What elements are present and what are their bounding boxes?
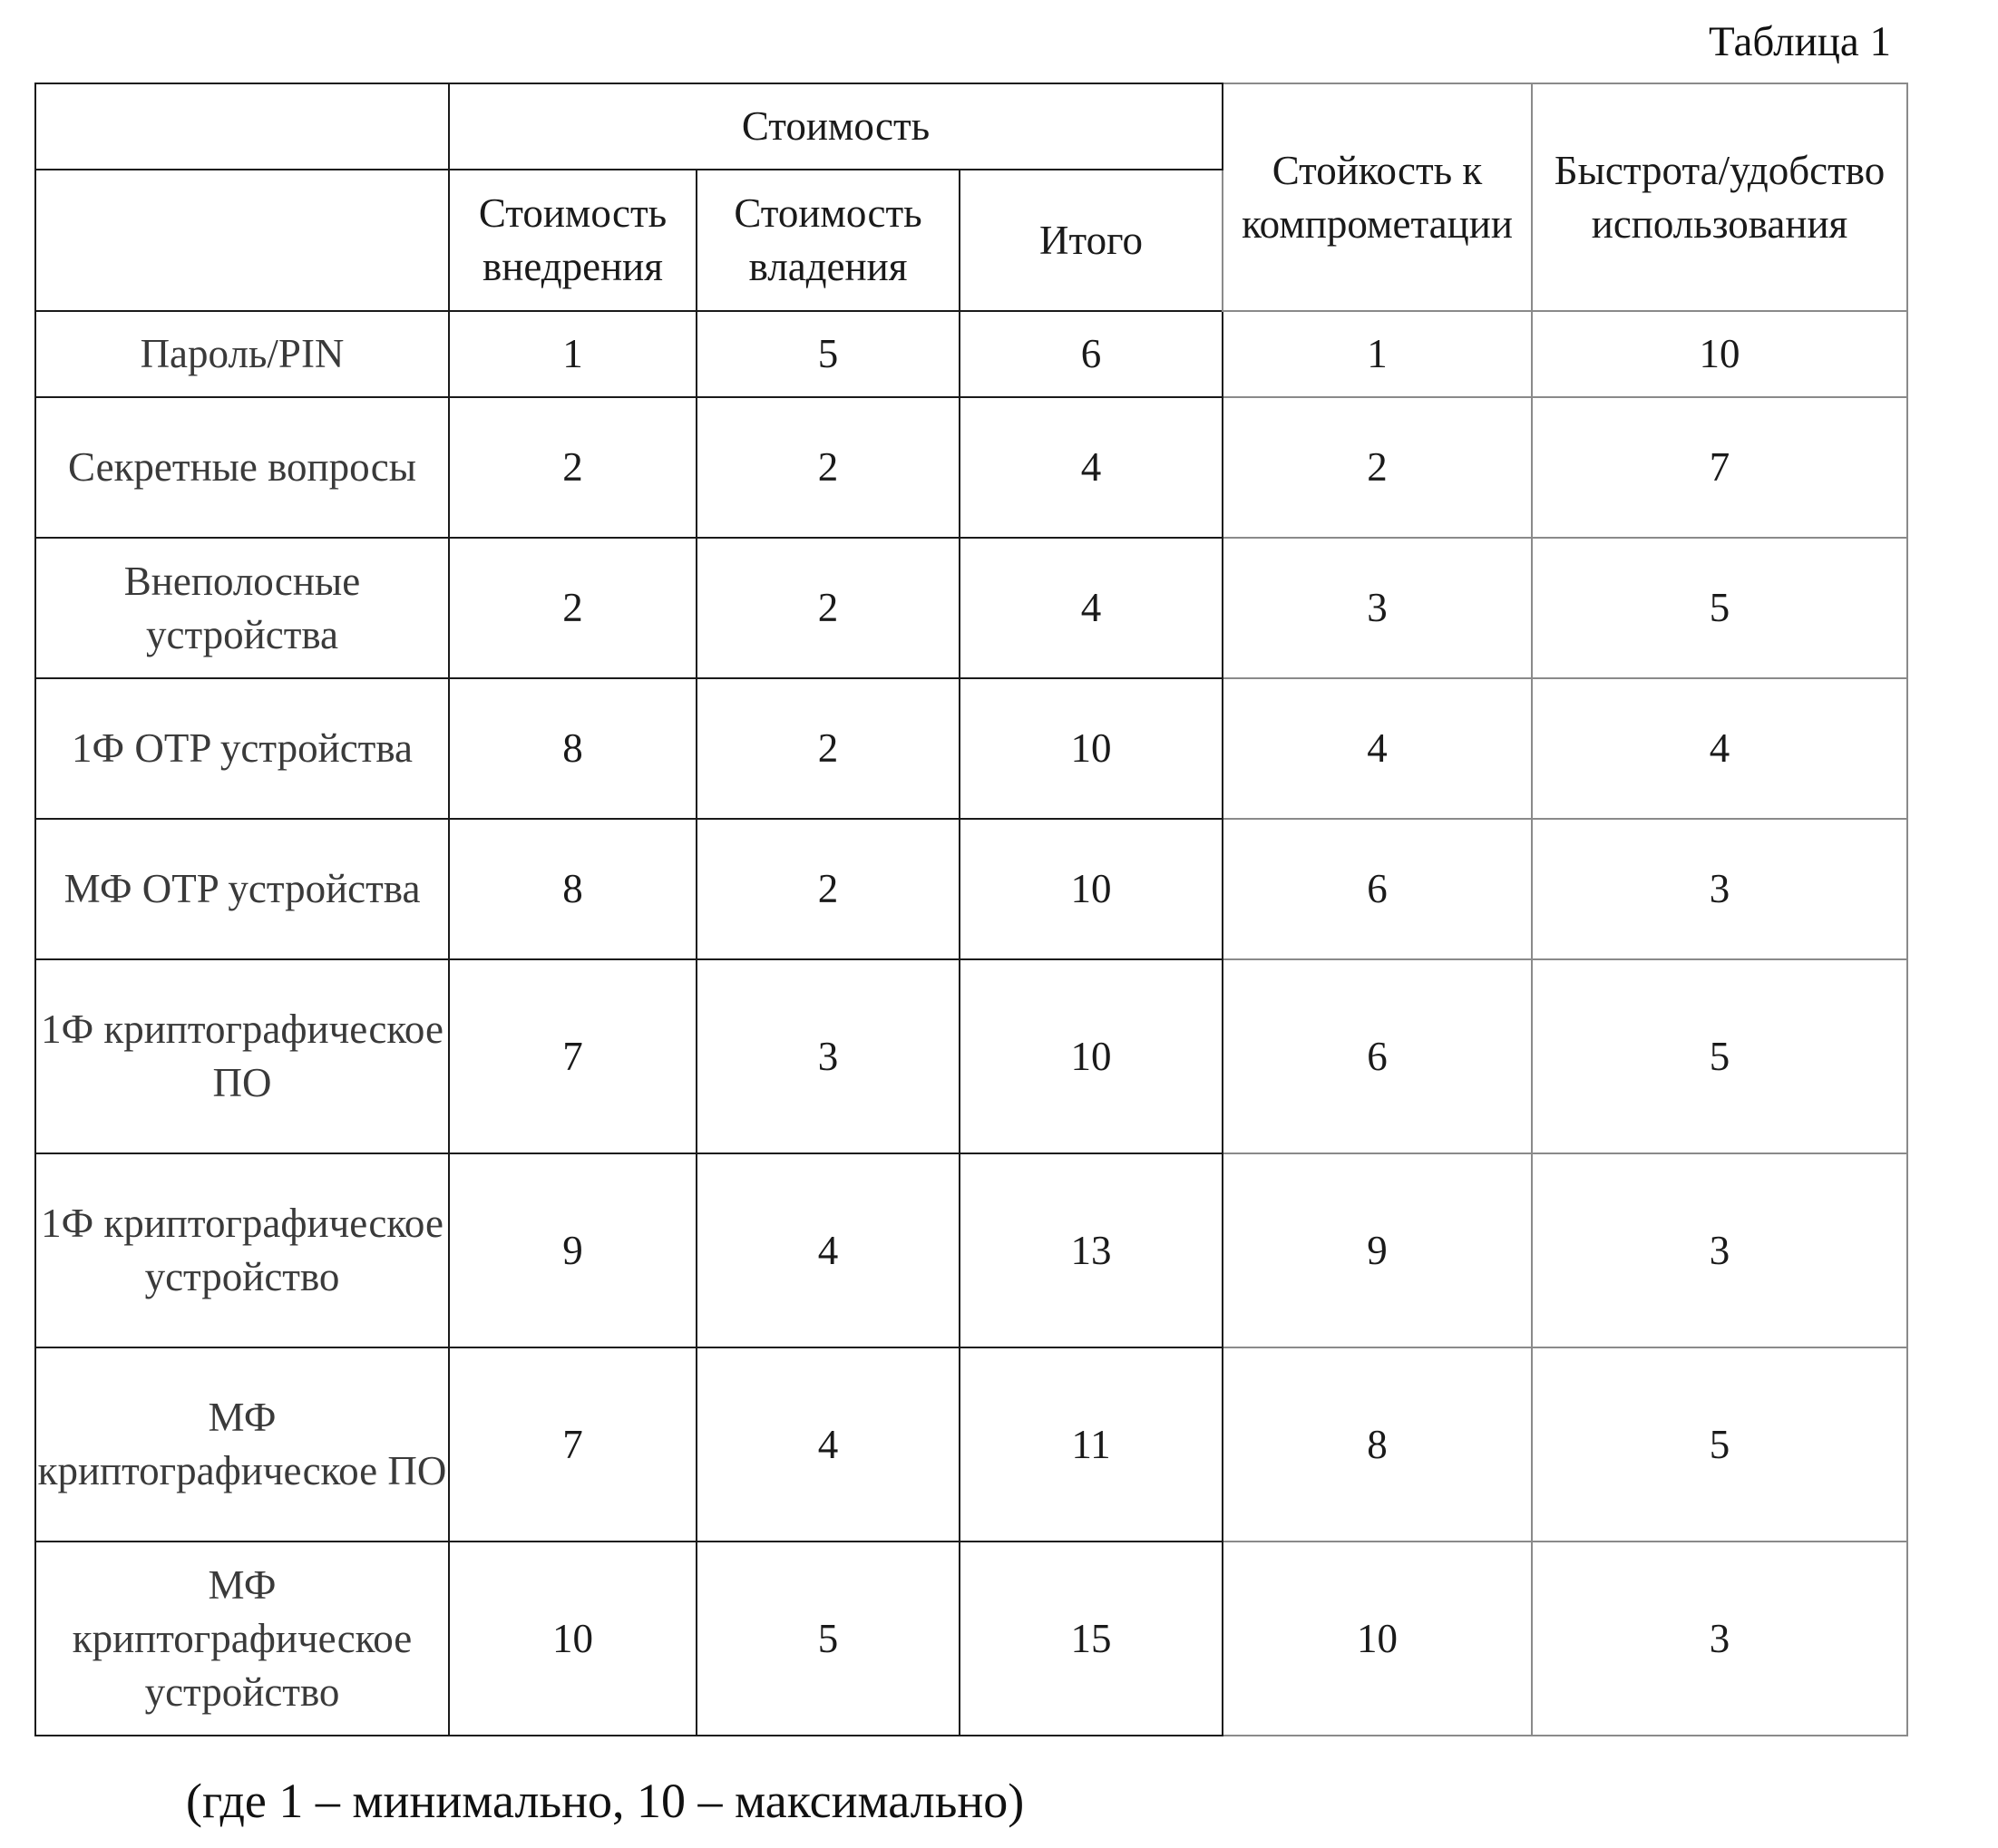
cell-total: 10 <box>960 959 1223 1153</box>
table-row <box>35 311 1907 397</box>
table-row <box>35 1153 1907 1347</box>
cell-usability: 3 <box>1532 819 1907 959</box>
cell-cost-ownership: 2 <box>697 678 960 819</box>
cell-cost-implementation: 7 <box>449 959 697 1153</box>
cell-total: 15 <box>960 1542 1223 1736</box>
cell-cost-ownership: 2 <box>697 538 960 678</box>
table-caption: Таблица 1 <box>1708 18 1891 65</box>
cell-usability: 7 <box>1532 397 1907 538</box>
cell-cost-ownership: 5 <box>697 1542 960 1736</box>
cell-total: 11 <box>960 1347 1223 1542</box>
row-label: МФ OTP устройства <box>35 819 449 959</box>
cell-cost-implementation: 10 <box>449 1542 697 1736</box>
row-label: 1Ф криптографическое устройство <box>35 1153 449 1347</box>
cell-total: 10 <box>960 678 1223 819</box>
header-cost-implementation: Стоимость внедрения <box>449 170 697 311</box>
row-label: Секретные вопросы <box>35 397 449 538</box>
cell-resistance: 9 <box>1223 1153 1532 1347</box>
table-row <box>35 678 1907 819</box>
table-row <box>35 959 1907 1153</box>
row-label: МФ криптографическое ПО <box>35 1347 449 1542</box>
header-cost-group: Стоимость <box>449 83 1223 170</box>
cell-total: 13 <box>960 1153 1223 1347</box>
cell-total: 4 <box>960 538 1223 678</box>
header-row-1 <box>35 83 1907 170</box>
cell-cost-implementation: 7 <box>449 1347 697 1542</box>
header-resistance: Стойкость к компрометации <box>1223 83 1532 311</box>
cell-cost-ownership: 2 <box>697 397 960 538</box>
table-row <box>35 1542 1907 1736</box>
cell-cost-implementation: 8 <box>449 678 697 819</box>
cell-resistance: 10 <box>1223 1542 1532 1736</box>
table-row <box>35 1347 1907 1542</box>
cell-total: 6 <box>960 311 1223 397</box>
cell-usability: 4 <box>1532 678 1907 819</box>
row-label: 1Ф криптографическое ПО <box>35 959 449 1153</box>
cell-cost-ownership: 5 <box>697 311 960 397</box>
cell-resistance: 1 <box>1223 311 1532 397</box>
table-row <box>35 538 1907 678</box>
table-row <box>35 819 1907 959</box>
scale-footnote: (где 1 – минимально, 10 – максимально) <box>186 1774 1025 1828</box>
cell-cost-implementation: 9 <box>449 1153 697 1347</box>
cell-cost-implementation: 8 <box>449 819 697 959</box>
cell-usability: 10 <box>1532 311 1907 397</box>
cell-usability: 3 <box>1532 1153 1907 1347</box>
comparison-table-container <box>34 83 1906 1736</box>
row-label: МФ криптографическое устройство <box>35 1542 449 1736</box>
cell-usability: 3 <box>1532 1542 1907 1736</box>
cell-cost-ownership: 3 <box>697 959 960 1153</box>
comparison-table <box>34 83 1908 1736</box>
cell-cost-implementation: 2 <box>449 538 697 678</box>
cell-resistance: 6 <box>1223 959 1532 1153</box>
row-label: 1Ф OTP устройства <box>35 678 449 819</box>
cell-cost-ownership: 4 <box>697 1347 960 1542</box>
header-empty-corner-top <box>35 83 449 170</box>
cell-cost-implementation: 2 <box>449 397 697 538</box>
cell-resistance: 8 <box>1223 1347 1532 1542</box>
cell-total: 10 <box>960 819 1223 959</box>
table-row <box>35 397 1907 538</box>
header-total: Итого <box>960 170 1223 311</box>
cell-usability: 5 <box>1532 959 1907 1153</box>
cell-resistance: 4 <box>1223 678 1532 819</box>
cell-usability: 5 <box>1532 1347 1907 1542</box>
cell-usability: 5 <box>1532 538 1907 678</box>
cell-total: 4 <box>960 397 1223 538</box>
cell-resistance: 2 <box>1223 397 1532 538</box>
header-cost-ownership: Стоимость владения <box>697 170 960 311</box>
cell-cost-ownership: 2 <box>697 819 960 959</box>
row-label: Внеполосные устройства <box>35 538 449 678</box>
row-label: Пароль/PIN <box>35 311 449 397</box>
cell-resistance: 3 <box>1223 538 1532 678</box>
header-empty-corner-bottom <box>35 170 449 311</box>
cell-cost-implementation: 1 <box>449 311 697 397</box>
header-usability: Быстрота/удобство использования <box>1532 83 1907 311</box>
cell-resistance: 6 <box>1223 819 1532 959</box>
cell-cost-ownership: 4 <box>697 1153 960 1347</box>
